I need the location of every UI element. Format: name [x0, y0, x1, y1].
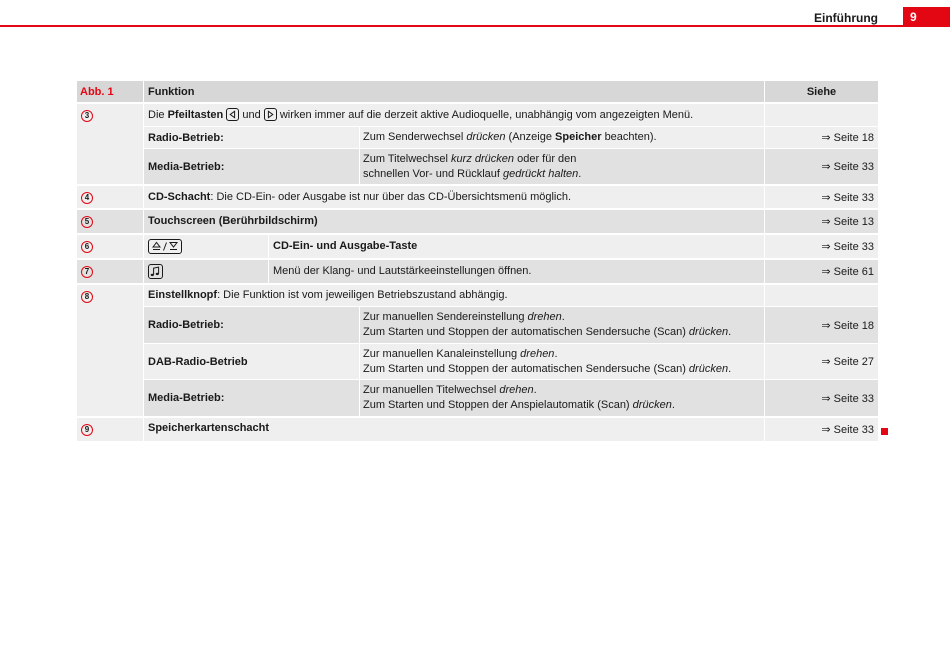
column-header-function: Funktion	[144, 81, 764, 102]
page-reference: ⇒ Seite 33	[821, 161, 874, 173]
keyword: Speicherkartenschacht	[148, 422, 270, 434]
emphasis: drücken	[632, 399, 672, 411]
arrow-left-key-icon	[226, 108, 239, 121]
text-segment: .	[533, 384, 537, 396]
item-8-dab-see	[765, 344, 878, 379]
callout-number: 8	[81, 291, 93, 303]
text-line	[363, 347, 764, 362]
text-segment: .	[728, 363, 732, 375]
text-line	[363, 167, 764, 182]
item-5-see	[765, 210, 878, 233]
item-5-number-cell	[77, 210, 143, 233]
item-3-number-cell	[77, 104, 143, 184]
item-5-description	[144, 210, 764, 233]
item-7-see	[765, 260, 878, 283]
eject-key-icon	[148, 239, 182, 254]
callout-number: 6	[81, 241, 93, 253]
item-4-see	[765, 186, 878, 208]
text-segment: Zum Starten und Stoppen der automatischen Sendersuche (Scan)	[363, 326, 686, 338]
text-segment: Die	[148, 109, 165, 121]
item-8-media-text	[360, 380, 764, 416]
callout-number: 9	[81, 424, 93, 436]
text-segment: (Anzeige	[508, 131, 552, 143]
text-segment: Zum Starten und Stoppen der automatischen Sendersuche (Scan)	[363, 363, 686, 375]
item-8-radio-label	[144, 307, 359, 343]
page-reference: ⇒ Seite 33	[821, 392, 874, 405]
emphasis: drücken	[688, 326, 729, 338]
item-3-media-text	[360, 149, 764, 184]
page-reference: ⇒ Seite 18	[821, 132, 874, 144]
callout-number: 7	[81, 266, 93, 278]
page-reference: ⇒ Seite 13	[821, 216, 874, 228]
item-9-see	[765, 418, 878, 441]
callout-number: 3	[81, 110, 93, 122]
sound-settings-key-icon	[148, 264, 163, 279]
mode-label: Radio-Betrieb:	[148, 319, 224, 331]
text-segment: : Die Funktion ist vom jeweiligen Betriebszustand abhängig.	[217, 289, 508, 301]
item-7-description	[269, 260, 764, 283]
text-segment: Zum Titelwechsel	[363, 153, 448, 165]
callout-number: 4	[81, 192, 93, 204]
item-3-see-cell	[765, 104, 878, 126]
mode-label: Radio-Betrieb:	[148, 131, 224, 144]
music-note-head	[156, 273, 159, 275]
emphasis: drehen	[527, 311, 562, 323]
text-segment: schnellen Vor- und Rücklauf	[363, 168, 500, 180]
item-3-radio-label	[144, 127, 359, 148]
text-line	[363, 310, 764, 325]
arrow-right-glyph	[268, 111, 272, 117]
item-8-number-cell	[77, 285, 143, 416]
item-8-media-label	[144, 380, 359, 416]
keyword: Speicher	[555, 131, 602, 143]
eject-down-glyph	[170, 243, 177, 248]
item-3-media-label	[144, 149, 359, 184]
item-6-icon-cell	[144, 235, 268, 258]
item-8-radio-text	[360, 307, 764, 343]
page-reference: ⇒ Seite 61	[821, 266, 874, 278]
keyword: CD-Schacht	[148, 191, 211, 203]
emphasis: gedrückt halten	[503, 168, 579, 180]
text-segment: Zur manuellen Titelwechsel	[363, 384, 497, 396]
mode-label: Media-Betrieb:	[148, 160, 225, 173]
emphasis: drücken	[466, 131, 506, 143]
page-reference: ⇒ Seite 33	[821, 424, 874, 436]
callout-number: 5	[81, 216, 93, 228]
header-rule	[0, 25, 950, 27]
text-segment: Zur manuellen Sendereinstellung	[363, 311, 525, 323]
item-3-radio-see	[765, 127, 878, 148]
text-line	[363, 152, 764, 167]
item-8-dab-label	[144, 344, 359, 379]
page-reference: ⇒ Seite 33	[821, 241, 874, 253]
text-line	[363, 398, 764, 413]
arrow-right-key-icon	[264, 108, 277, 121]
page-reference: ⇒ Seite 18	[821, 319, 874, 332]
end-of-section-marker	[881, 428, 888, 435]
item-4-number-cell	[77, 186, 143, 208]
slash-glyph	[164, 243, 167, 251]
item-3-description	[144, 104, 764, 126]
item-7-icon-cell	[144, 260, 268, 283]
emphasis: kurz drücken	[451, 153, 515, 165]
keyword: CD-Ein- und Ausgabe-Taste	[273, 240, 418, 252]
text-segment: Zur manuellen Kanaleinstellung	[363, 348, 518, 360]
mode-label: Media-Betrieb:	[148, 392, 225, 404]
item-6-see	[765, 235, 878, 258]
emphasis: drücken	[688, 363, 729, 375]
item-6-description	[269, 235, 764, 258]
text-segment: .	[728, 326, 732, 338]
item-3-radio-text	[360, 127, 764, 148]
text-line	[363, 383, 764, 398]
text-segment: Zum Starten und Stoppen der Anspielautomatik (Scan)	[363, 399, 630, 411]
item-3-media-see	[765, 149, 878, 184]
page-reference: ⇒ Seite 33	[821, 191, 874, 204]
text-segment: .	[578, 168, 582, 180]
emphasis: drehen	[520, 348, 555, 360]
text-segment: oder für den	[517, 153, 577, 165]
item-9-number-cell	[77, 418, 143, 441]
text-segment: Zum Senderwechsel	[363, 131, 464, 143]
text-segment: : Die CD-Ein- oder Ausgabe ist nur über das CD-Übersichtsmenü möglich.	[210, 191, 572, 203]
section-title: Einführung	[814, 11, 878, 25]
keyword: Pfeiltasten	[167, 109, 224, 121]
emphasis: drehen	[499, 384, 534, 396]
key-frame	[264, 109, 276, 121]
item-7-number-cell	[77, 260, 143, 283]
text-line	[363, 325, 764, 340]
text-line	[363, 362, 764, 377]
key-frame	[227, 109, 239, 121]
keyword: Einstellknopf	[148, 289, 218, 301]
keyword: Touchscreen (Berührbildschirm)	[148, 215, 318, 227]
text-segment: .	[561, 311, 565, 323]
text-segment: Menü der Klang- und Lautstärkeeinstellungen öffnen.	[273, 265, 532, 277]
item-8-description	[144, 285, 764, 306]
item-9-description	[144, 418, 764, 441]
text-segment: .	[671, 399, 675, 411]
column-header-see: Siehe	[765, 81, 878, 102]
item-8-see-cell	[765, 285, 878, 306]
item-8-dab-text	[360, 344, 764, 379]
text-segment: beachten).	[604, 131, 657, 143]
music-note-head	[151, 274, 154, 276]
eject-up-glyph	[153, 243, 160, 248]
page-number-box	[903, 7, 950, 27]
page-number: 9	[910, 10, 917, 24]
item-6-number-cell	[77, 235, 143, 258]
mode-label: DAB-Radio-Betrieb	[148, 355, 248, 368]
text-segment: .	[554, 348, 558, 360]
column-header-figure: Abb. 1	[77, 81, 143, 102]
page-reference: ⇒ Seite 27	[821, 356, 874, 368]
text-segment: wirken immer auf die derzeit aktive Audioquelle, unabhängig vom angezeigten Menü.	[279, 109, 694, 121]
arrow-left-glyph	[230, 111, 234, 117]
key-frame	[149, 265, 163, 279]
item-8-radio-see	[765, 307, 878, 343]
item-8-media-see	[765, 380, 878, 416]
text-segment: und	[242, 109, 261, 121]
item-4-description	[144, 186, 764, 208]
